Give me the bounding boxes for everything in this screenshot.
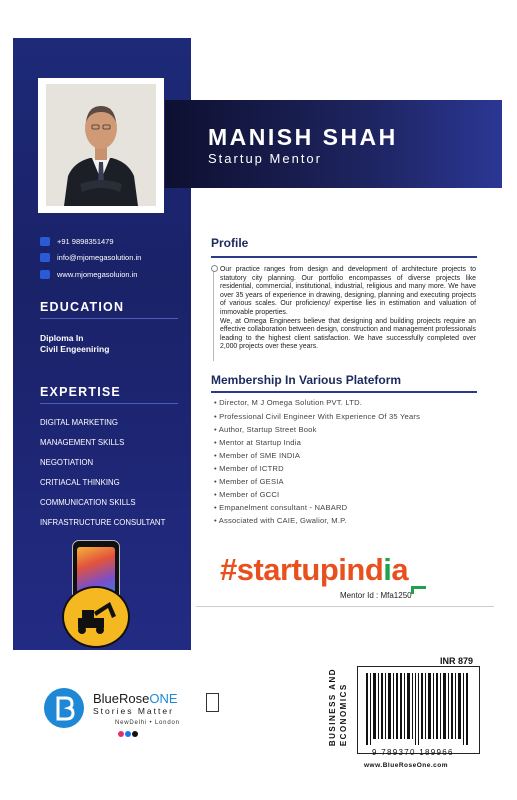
- membership-item: • Mentor at Startup India: [214, 438, 302, 447]
- membership-item: • Member of GCCI: [214, 490, 280, 499]
- facebook-icon[interactable]: [125, 731, 131, 737]
- globe-icon: [40, 270, 50, 279]
- skill-item: MANAGEMENT SKILLS: [40, 438, 125, 447]
- skill-item: INFRASTRUCTURE CONSULTANT: [40, 518, 166, 527]
- profile-rule: [211, 256, 477, 258]
- membership-item: • Professional Civil Engineer With Experience Of 35 Years: [214, 412, 421, 421]
- publisher-tagline: Stories Matter: [93, 706, 174, 716]
- publisher-cities: NewDelhi • London: [115, 720, 180, 726]
- startup-india-hashtag: #startupindia: [220, 552, 409, 587]
- education-line-1: Diploma In: [40, 333, 84, 343]
- publisher-name: BlueRoseONE: [93, 691, 178, 706]
- publisher-badge: [206, 693, 219, 712]
- price: INR 879: [440, 656, 474, 666]
- profile-paragraph: We, at Omega Engineers believe that designing and building projects require an effective collaboration between design, construction and management professionals leading to the highest client satisfaction. We have successfully completed over 2,000 projects over these years.: [220, 317, 476, 351]
- mentor-id: Mentor Id : Mfa1250: [340, 591, 412, 600]
- contact-website: www.mjomegasoluion.in: [57, 270, 138, 279]
- skill-item: NEGOTIATION: [40, 458, 94, 467]
- membership-item: • Member of GESIA: [214, 477, 284, 486]
- genre-label: BUSINESS AND ECONOMICS: [328, 668, 348, 747]
- excavator-logo: [62, 586, 130, 648]
- isbn-number: 9 789370 189966: [372, 748, 454, 757]
- education-line-2: Civil Engeeniring: [40, 344, 110, 354]
- email-icon: [40, 253, 50, 262]
- author-photo: [46, 84, 156, 206]
- profile-paragraph: Our practice ranges from design and development of architecture projects to statutory city planning. Our portfolio encompasses of diverse projects like residential, commercial, institutional, industrial, religious and many more. We have over 35 years of experience in drawing, designing, planning and executing projects of various scales. Our proficiency/ expertise lies in estimation and valuation of immovable properties.: [220, 266, 476, 316]
- membership-item: • Member of ICTRD: [214, 464, 284, 473]
- profile-heading: Profile: [211, 236, 249, 250]
- divider: [196, 606, 494, 607]
- education-rule: [40, 318, 178, 319]
- profile-timeline-dot: [211, 265, 218, 272]
- membership-item: • Director, M J Omega Solution PVT. LTD.: [214, 398, 363, 407]
- phone-icon: [40, 237, 50, 246]
- profile-text: [220, 266, 476, 352]
- instagram-icon[interactable]: [118, 731, 124, 737]
- publisher-logo-icon: [44, 688, 84, 728]
- author-role: Startup Mentor: [208, 151, 322, 166]
- membership-item: • Author, Startup Street Book: [214, 425, 317, 434]
- profile-timeline-line: [213, 266, 214, 361]
- x-icon[interactable]: [132, 731, 138, 737]
- membership-item: • Associated with CAIE, Gwalior, M.P.: [214, 516, 347, 525]
- expertise-rule: [40, 403, 178, 404]
- skill-item: COMMUNICATION SKILLS: [40, 498, 136, 507]
- contact-email: info@mjomegasolution.in: [57, 253, 142, 262]
- membership-rule: [211, 391, 477, 393]
- publisher-website: www.BlueRoseOne.com: [364, 762, 449, 769]
- membership-item: • Member of SME INDIA: [214, 451, 301, 460]
- expertise-heading: EXPERTISE: [40, 385, 121, 399]
- skill-item: CRITIACAL THINKING: [40, 478, 120, 487]
- membership-heading: Membership In Various Plateform: [211, 373, 402, 387]
- author-name: MANISH SHAH: [208, 124, 398, 150]
- barcode: [357, 666, 480, 754]
- membership-item: • Empanelment consultant - NABARD: [214, 503, 348, 512]
- skill-item: DIGITAL MARKETING: [40, 418, 118, 427]
- education-heading: EDUCATION: [40, 300, 125, 314]
- contact-phone: +91 9898351479: [57, 237, 114, 246]
